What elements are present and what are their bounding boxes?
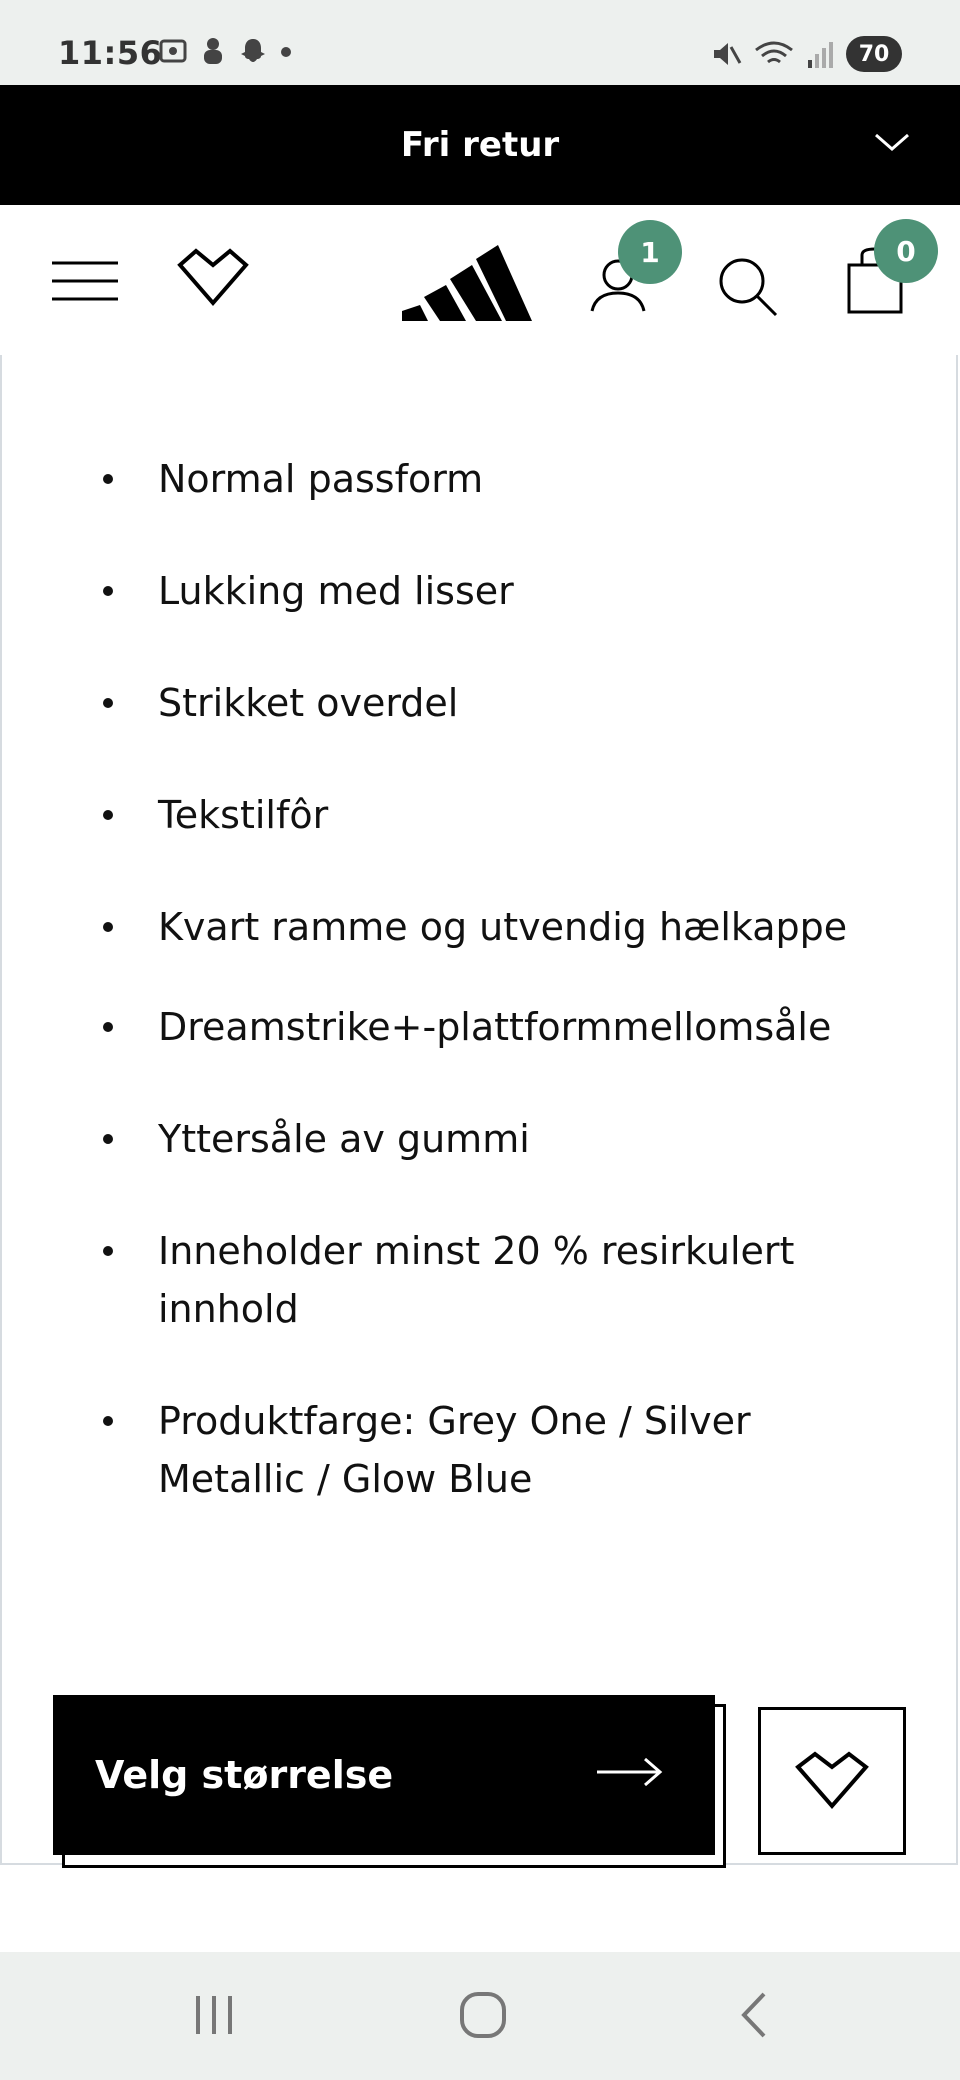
status-system-icons <box>710 36 902 72</box>
list-item <box>0 1392 960 1508</box>
list-item <box>0 562 960 620</box>
status-time: 11:56 <box>58 34 163 72</box>
home-icon[interactable] <box>458 1990 508 2040</box>
list-item <box>0 450 960 508</box>
bullet <box>103 1416 113 1426</box>
feature-text: Tekstilfôr <box>158 793 329 837</box>
bullet <box>103 474 113 484</box>
list-item <box>0 1110 960 1168</box>
arrow-right-icon <box>595 1755 665 1789</box>
system-navigation-bar <box>0 1952 960 2080</box>
wishlist-icon[interactable] <box>176 247 250 311</box>
feature-text: Inneholder minst 20 % resirkulert innhold <box>158 1229 795 1331</box>
bullet <box>103 586 113 596</box>
search-icon[interactable] <box>716 255 780 319</box>
back-icon[interactable] <box>730 1990 780 2040</box>
bullet <box>103 1134 113 1144</box>
select-size-label: Velg størrelse <box>95 1753 394 1797</box>
status-notification-icons <box>158 36 292 66</box>
recent-apps-icon[interactable] <box>190 1990 240 2040</box>
list-item <box>0 1222 960 1338</box>
list-item <box>0 898 960 956</box>
select-size-button[interactable] <box>53 1695 715 1855</box>
menu-icon[interactable] <box>52 260 118 302</box>
product-features-list <box>0 450 960 1562</box>
feature-text: Dreamstrike+-plattformmellomsåle <box>158 1005 832 1049</box>
screenshot-icon <box>158 36 188 66</box>
more-notifications-icon <box>280 36 292 66</box>
game-icon <box>200 36 226 66</box>
feature-text: Normal passform <box>158 457 484 501</box>
bullet <box>103 1022 113 1032</box>
account-button[interactable] <box>588 235 660 319</box>
wishlist-icon <box>794 1750 870 1812</box>
adidas-logo[interactable] <box>402 237 532 321</box>
signal-icon <box>806 38 834 70</box>
promo-banner[interactable] <box>0 85 960 205</box>
mute-icon <box>710 38 742 70</box>
status-bar <box>0 0 960 85</box>
cart-button[interactable] <box>846 234 916 319</box>
list-item <box>0 998 960 1056</box>
site-header <box>0 205 960 355</box>
bullet <box>103 698 113 708</box>
chevron-down-icon[interactable] <box>872 127 912 157</box>
cart-badge: 0 <box>874 219 938 283</box>
feature-text: Yttersåle av gummi <box>158 1117 530 1161</box>
wifi-icon <box>754 38 794 70</box>
feature-text: Produktfarge: Grey One / Silver Metallic / Glow Blue <box>158 1399 751 1501</box>
bullet <box>103 1246 113 1256</box>
list-item <box>0 786 960 844</box>
bullet <box>103 922 113 932</box>
add-to-wishlist-button[interactable] <box>758 1707 906 1855</box>
snapchat-icon <box>238 36 268 66</box>
account-badge: 1 <box>618 220 682 284</box>
feature-text: Lukking med lisser <box>158 569 514 613</box>
promo-text: Fri retur <box>400 125 560 165</box>
list-item <box>0 674 960 732</box>
battery-indicator: 70 <box>846 36 902 72</box>
feature-text: Strikket overdel <box>158 681 459 725</box>
bullet <box>103 810 113 820</box>
feature-text: Kvart ramme og utvendig hælkappe <box>158 905 848 949</box>
